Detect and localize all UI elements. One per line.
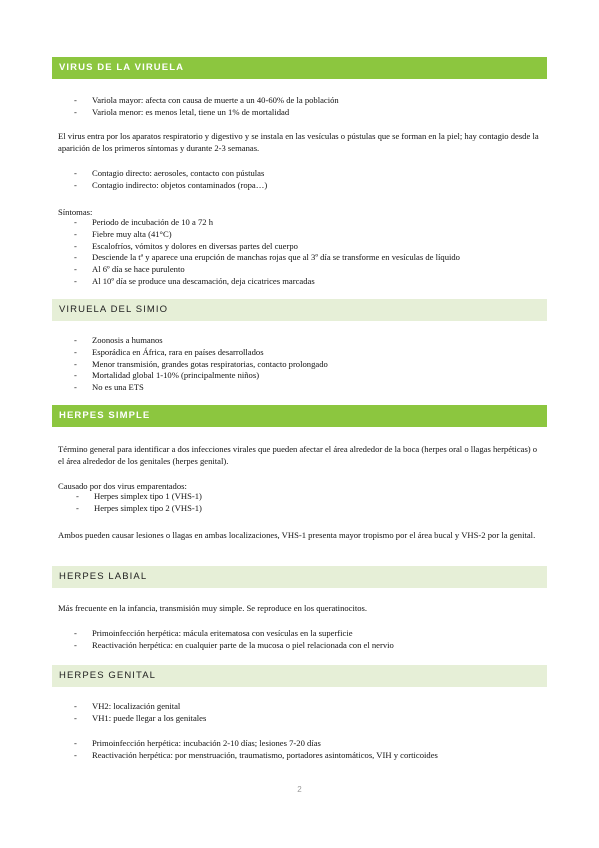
list-item: - Esporádica en África, rara en países desarrollados (52, 347, 328, 359)
section-header-herpes-labial: HERPES LABIAL (52, 566, 547, 588)
list-item: - Contagio indirecto: objetos contaminados (ropa…) (52, 180, 267, 192)
list-item: - No es una ETS (52, 382, 328, 394)
list-item: - Zoonosis a humanos (52, 335, 328, 347)
list-item: - Al 6º día se hace purulento (52, 264, 460, 276)
viruela-types-list (52, 95, 339, 119)
section-header-viruela: VIRUS DE LA VIRUELA (52, 57, 547, 79)
viruela-paragraph: El virus entra por los aparatos respiratorio y digestivo y se instala en las vesículas o pústulas que se forman en la piel; hay contagio desde la aparición de los primeros síntomas y durante 2-3 semanas. (58, 131, 539, 153)
list-item: - Variola mayor: afecta con causa de muerte a un 40-60% de la población (52, 95, 339, 107)
list-item: - Fiebre muy alta (41°C) (52, 229, 460, 241)
list-item: - Menor transmisión, grandes gotas respiratorias, contacto prolongado (52, 359, 328, 371)
list-item: - Mortalidad global 1-10% (principalmente niños) (52, 370, 328, 382)
list-item: - Desciende la tª y aparece una erupción de manchas rojas que al 3º día se transforme en vesículas de líquido (52, 252, 460, 264)
section-header-herpes-simple: HERPES SIMPLE (52, 405, 547, 427)
list-item: - Reactivación herpética: en cualquier parte de la mucosa o piel relacionada con el nervio (52, 640, 394, 652)
list-item: - Contagio directo: aerosoles, contacto con pústulas (52, 168, 267, 180)
herpes-types-list (52, 491, 202, 515)
herpes-ambos-paragraph: Ambos pueden causar lesiones o llagas en ambas localizaciones, VHS-1 presenta mayor tropismo por el área bucal y VHS-2 por la genital. (58, 530, 536, 540)
list-item: - Primoinfección herpética: incubación 2-10 días; lesiones 7-20 días (52, 738, 438, 750)
list-item: - Variola menor: es menos letal, tiene un 1% de mortalidad (52, 107, 339, 119)
contagio-list (52, 168, 267, 192)
sintomas-list (52, 217, 460, 288)
herpes-simple-paragraph: Término general para identificar a dos infecciones virales que pueden afectar el área alrededor de la boca (herpes oral o llagas herpéticas) o el área alrededor de los genitales (herpes genital). (58, 444, 538, 466)
list-item: - Herpes simplex tipo 2 (VHS-1) (52, 503, 202, 515)
section-header-herpes-genital: HERPES GENITAL (52, 665, 547, 687)
list-item: - Primoinfección herpética: mácula eritematosa con vesículas en la superficie (52, 628, 394, 640)
page-number: 2 (297, 785, 302, 794)
causado-label: Causado por dos virus emparentados: (58, 481, 187, 491)
simio-list (52, 335, 328, 394)
list-item: - Periodo de incubación de 10 a 72 h (52, 217, 460, 229)
list-item: - Herpes simplex tipo 1 (VHS-1) (52, 491, 202, 503)
list-item: - Reactivación herpética: por menstruación, traumatismo, portadores asintomáticos, VIH y corticoides (52, 750, 438, 762)
section-header-viruela-simio: VIRUELA DEL SIMIO (52, 299, 547, 321)
list-item: - Escalofríos, vómitos y dolores en diversas partes del cuerpo (52, 241, 460, 253)
sintomas-label: Síntomas: (58, 207, 93, 217)
list-item: - Al 10º día se produce una descamación, deja cicatrices marcadas (52, 276, 460, 288)
herpes-labial-list (52, 628, 394, 652)
list-item: - VH1: puede llegar a los genitales (52, 713, 206, 725)
herpes-labial-paragraph: Más frecuente en la infancia, transmisión muy simple. Se reproduce en los queratinocitos. (58, 603, 368, 613)
herpes-genital-list-1 (52, 701, 206, 725)
herpes-genital-list-2 (52, 738, 438, 762)
list-item: - VH2: localización genital (52, 701, 206, 713)
